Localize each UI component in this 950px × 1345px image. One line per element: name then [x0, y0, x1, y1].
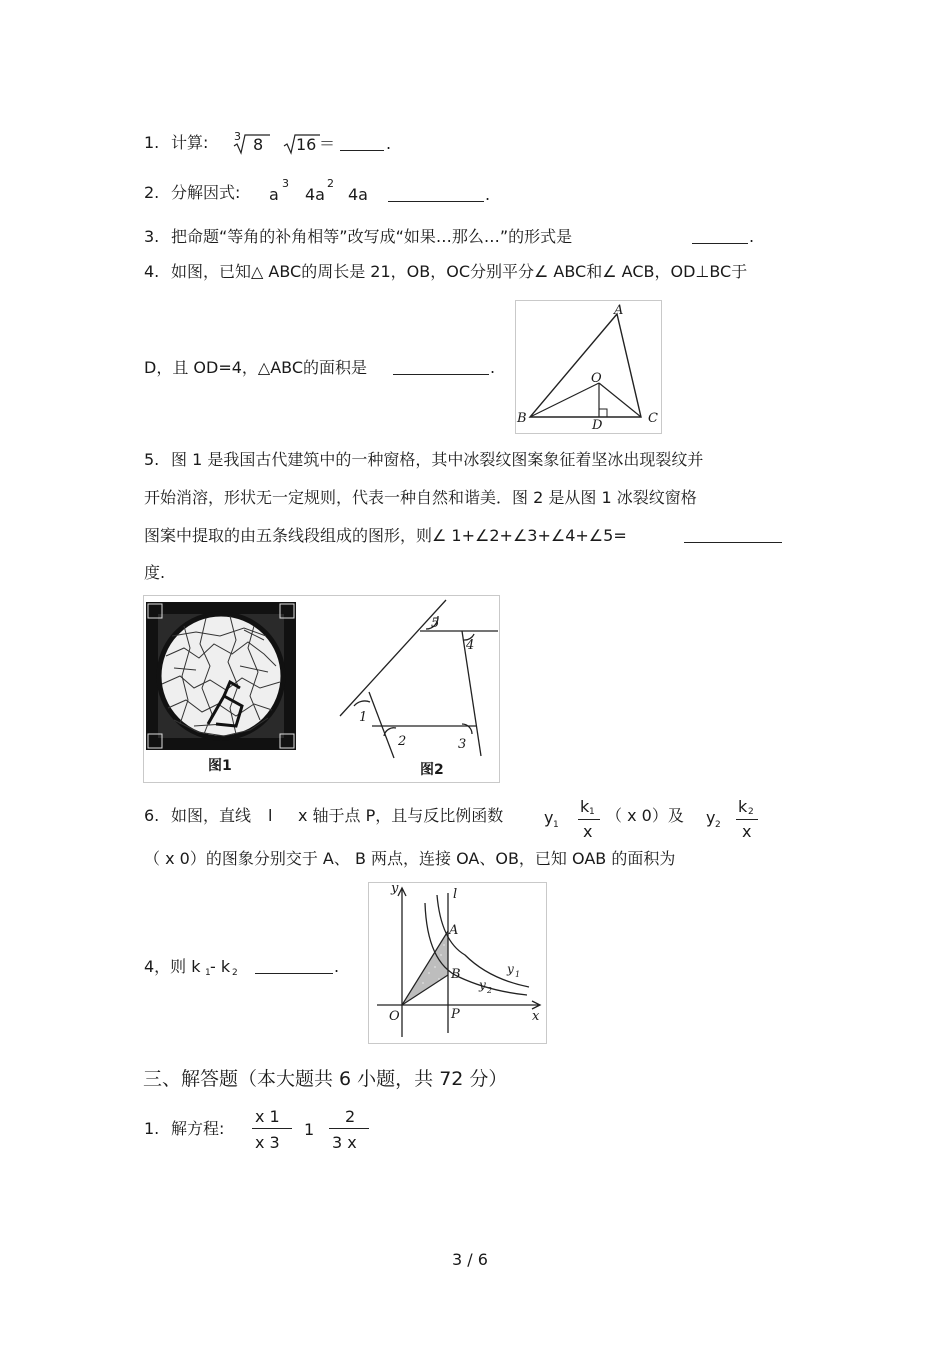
q1-radicand-8: 8	[253, 135, 264, 154]
angle-label-3: 3	[458, 737, 467, 752]
q2-period: .	[485, 185, 491, 204]
q2-exp-3: 3	[282, 177, 289, 190]
graph-label-p: P	[451, 1007, 460, 1022]
q6-frac2-line	[736, 819, 758, 820]
q6-line3-part-a: 4，则 k	[144, 957, 201, 976]
q5-line1: 图 1 是我国古代建筑中的一种窗格，其中冰裂纹图案象征着坚冰出现裂纹并	[171, 450, 704, 469]
q6-cond1: （ x 0）及	[606, 806, 684, 825]
graph-label-l: l	[453, 887, 458, 902]
q4-line1: 如图，已知△ ABC的周长是 21，OB，OC分别平分∠ ABC和∠ ACB，OD⊥BC于	[171, 262, 748, 281]
q3-number: 3.	[144, 227, 160, 246]
q1-number: 1.	[144, 133, 160, 152]
q4-triangle-figure	[515, 300, 662, 434]
ice-crack-window-image	[146, 602, 296, 750]
q3-answer-blank	[692, 229, 748, 244]
q6-period: .	[334, 957, 340, 976]
q2-number: 2.	[144, 183, 160, 202]
q4-number: 4.	[144, 262, 160, 281]
q2-exp-2: 2	[327, 177, 334, 190]
graph-label-b: B	[451, 967, 461, 982]
triangle-abc	[530, 314, 641, 417]
label-b: B	[517, 411, 527, 426]
fig2-caption: 图2	[420, 762, 444, 778]
q2-term-a: a	[269, 185, 279, 204]
q3-text: 把命题“等角的补角相等”改写成“如果…那么…”的形式是	[171, 227, 573, 246]
graph-label-y2-sub: 2	[487, 986, 493, 995]
angle-label-1: 1	[359, 710, 368, 725]
q6-y2-sub: 2	[715, 820, 721, 830]
q4-line2: D，且 OD=4，△ABC的面积是	[144, 358, 368, 377]
graph-label-a: A	[449, 923, 459, 938]
q2-term-4a: 4a	[305, 185, 325, 204]
graph-label-y2: y	[479, 978, 486, 992]
angle-label-5: 5	[431, 616, 440, 631]
q1-answer-blank	[340, 136, 384, 151]
q1-equals: ＝	[319, 134, 336, 153]
q6-k2-sub: 2	[748, 807, 754, 817]
q6-number: 6.	[144, 806, 160, 825]
q2-term-4a-2: 4a	[348, 185, 368, 204]
q2-text: 分解因式:	[171, 183, 241, 202]
q6-frac1-x: x	[583, 822, 593, 841]
q5-answer-blank	[684, 528, 782, 543]
q5-line2: 开始消溶，形状无一定规则，代表一种自然和谐美．图 2 是从图 1 冰裂纹窗格	[144, 488, 697, 507]
label-a: A	[614, 303, 624, 318]
graph-label-x: x	[532, 1009, 540, 1024]
q6-graph-figure	[368, 882, 547, 1044]
graph-label-y1: y	[507, 962, 514, 976]
q6-answer-blank	[255, 959, 333, 974]
q6-line3-part-b: - k	[210, 957, 231, 976]
page-number: 3 / 6	[452, 1250, 488, 1269]
q6-line-l: l	[268, 806, 273, 825]
q4-answer-blank	[393, 360, 489, 375]
graph-label-y: y	[391, 881, 399, 896]
q5-figures	[143, 595, 500, 783]
q6-line3-sub1: 1	[205, 968, 211, 978]
s1-frac1-denominator: x 3	[255, 1133, 280, 1152]
s1-frac2-numerator: 2	[345, 1107, 356, 1126]
q6-y2: y	[706, 808, 716, 827]
s1-number: 1.	[144, 1119, 160, 1138]
q6-line2: （ x 0）的图象分别交于 A、 B 两点，连接 OA、OB，已知 OAB 的面积为	[144, 849, 676, 868]
q1-text: 计算:	[171, 133, 209, 152]
q1-radicand-16: 16	[296, 135, 317, 154]
q6-line1-part-a: 如图，直线	[171, 806, 252, 825]
s1-text: 解方程:	[171, 1119, 225, 1138]
s1-middle-term: 1	[304, 1120, 315, 1139]
q1-root-index: 3	[234, 130, 241, 143]
q6-line3-sub2: 2	[232, 968, 238, 978]
s1-frac2-denominator: 3 x	[332, 1133, 357, 1152]
q6-k2: k	[738, 797, 748, 816]
q4-period: .	[490, 358, 496, 377]
label-d: D	[592, 418, 603, 433]
q3-period: .	[749, 227, 755, 246]
label-o: O	[591, 371, 602, 386]
angle-label-4: 4	[466, 638, 475, 653]
q6-y1: y	[544, 808, 554, 827]
q6-k1-sub: 1	[589, 807, 595, 817]
q5-line3: 图案中提取的由五条线段组成的图形，则∠ 1+∠2+∠3+∠4+∠5=	[144, 526, 627, 545]
q6-frac2-x: x	[742, 822, 752, 841]
label-c: C	[648, 411, 658, 426]
angle-label-2: 2	[398, 734, 407, 749]
q6-frac1-line	[578, 819, 600, 820]
cube-root-sign	[232, 130, 272, 155]
q6-k1: k	[580, 797, 590, 816]
fig1-caption: 图1	[208, 758, 232, 774]
q5-line4: 度.	[144, 563, 166, 582]
graph-label-o: O	[389, 1009, 400, 1024]
q1-period: .	[386, 134, 392, 153]
q2-answer-blank	[388, 187, 484, 202]
s1-frac2-line	[329, 1128, 369, 1129]
q6-line1-part-b: x 轴于点 P，且与反比例函数	[298, 806, 504, 825]
s1-frac1-line	[252, 1128, 292, 1129]
q6-y1-sub: 1	[553, 820, 559, 830]
graph-label-y1-sub: 1	[515, 970, 521, 979]
section-heading: 三、解答题（本大题共 6 小题，共 72 分）	[143, 1068, 508, 1090]
q5-number: 5.	[144, 450, 160, 469]
s1-frac1-numerator: x 1	[255, 1107, 280, 1126]
five-segment-diagram	[340, 600, 498, 758]
segment-ob	[530, 383, 599, 417]
